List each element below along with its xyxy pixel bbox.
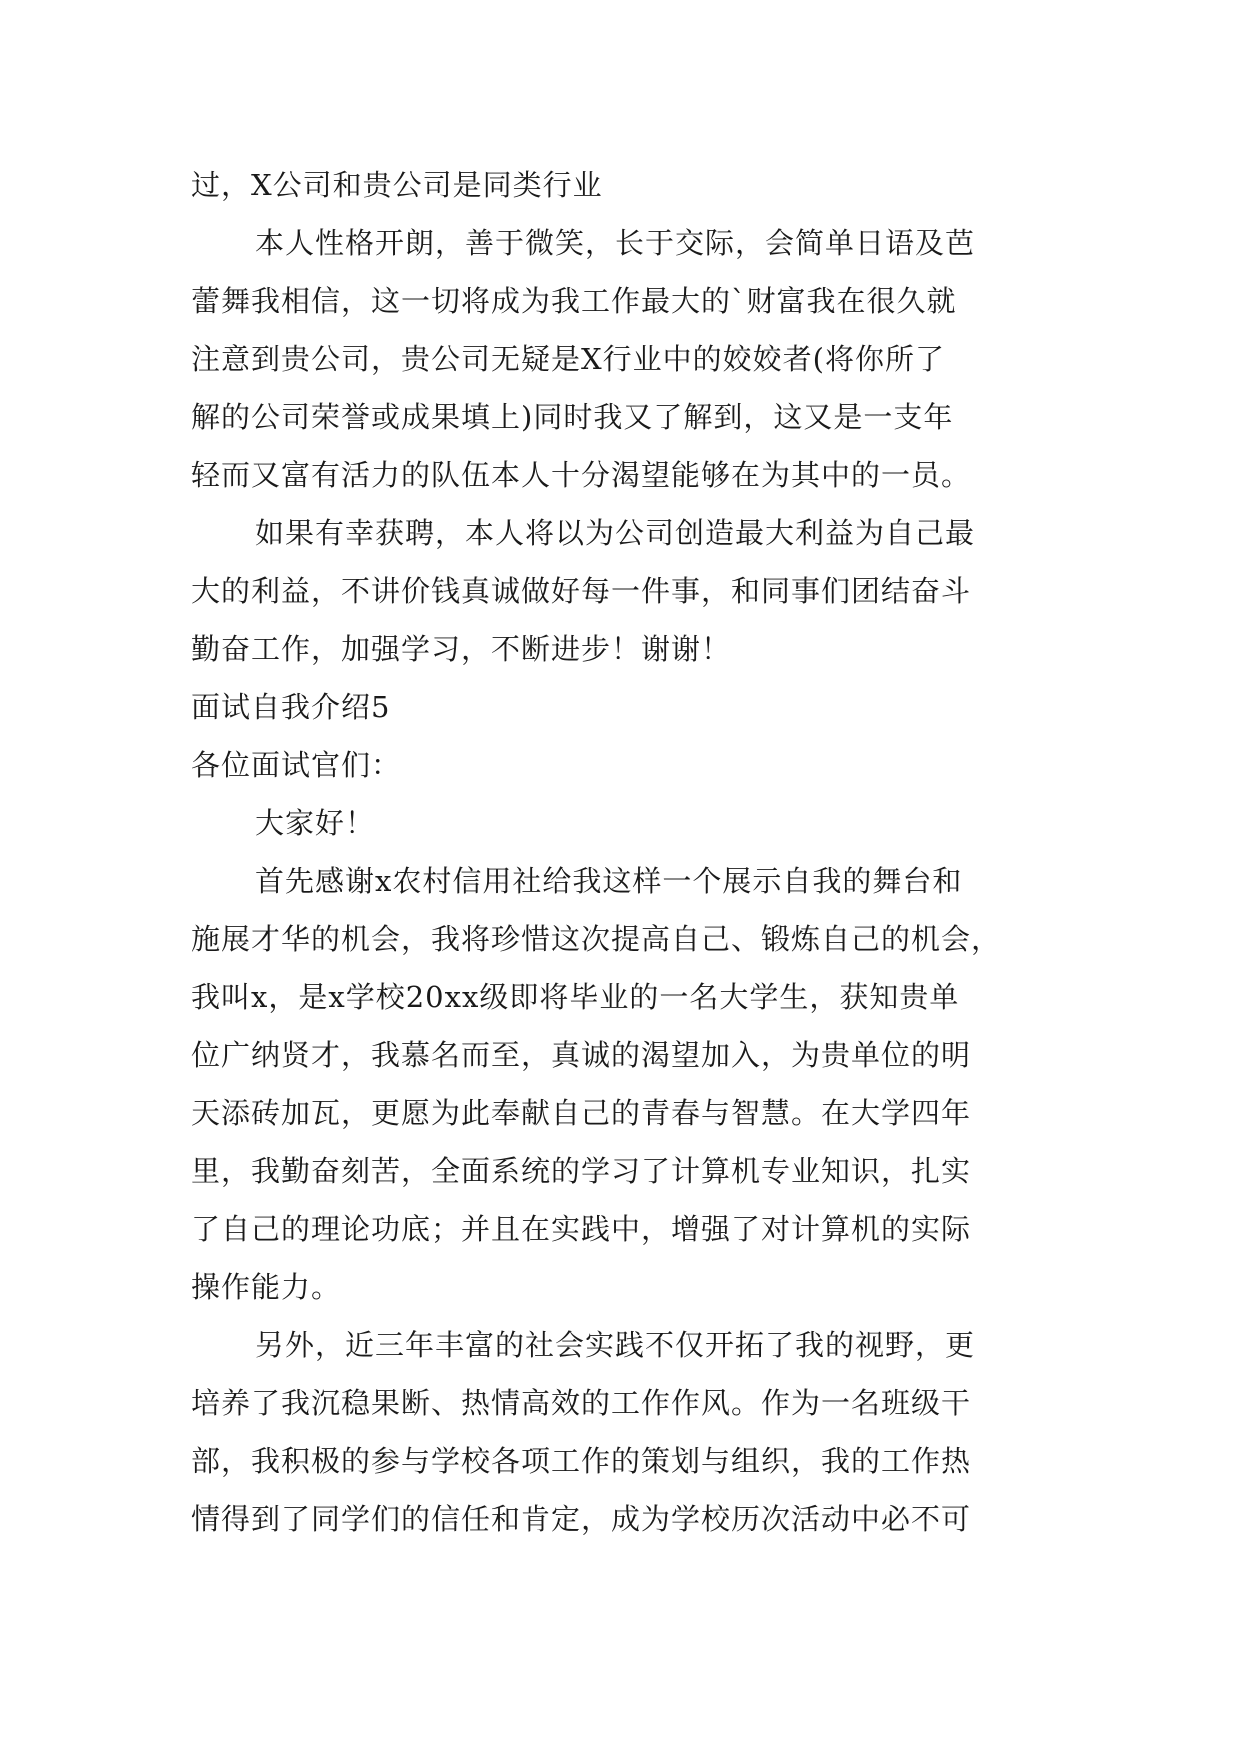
paragraph-start: 首先感谢x农村信用社给我这样一个展示自我的舞台和 — [255, 864, 963, 898]
text-line: 位广纳贤才，我慕名而至，真诚的渴望加入，为贵单位的明 — [191, 1038, 972, 1072]
text-line: 勤奋工作，加强学习，不断进步！谢谢！ — [191, 632, 732, 666]
text-line: 部，我积极的参与学校各项工作的策划与组织，我的工作热 — [191, 1444, 972, 1478]
paragraph-start: 另外，近三年丰富的社会实践不仅开拓了我的视野，更 — [255, 1328, 976, 1362]
document-body — [191, 156, 1061, 1548]
greeting: 大家好！ — [255, 806, 376, 840]
text-line: 里，我勤奋刻苦，全面系统的学习了计算机专业知识，扎实 — [191, 1154, 972, 1188]
text-line: 了自己的理论功底；并且在实践中，增强了对计算机的实际 — [191, 1212, 972, 1246]
text-line: 培养了我沉稳果断、热情高效的工作作风。作为一名班级干 — [191, 1386, 972, 1420]
salutation: 各位面试官们： — [191, 748, 402, 782]
text-line: 蕾舞我相信，这一切将成为我工作最大的`财富我在很久就 — [191, 284, 957, 318]
text-line: 大的利益，不讲价钱真诚做好每一件事，和同事们团结奋斗 — [191, 574, 972, 608]
text-line: 解的公司荣誉或成果填上)同时我又了解到，这又是一支年 — [191, 400, 954, 434]
text-line: 注意到贵公司，贵公司无疑是X行业中的姣姣者(将你所了 — [191, 342, 945, 376]
text-line: 我叫x，是x学校20xx级即将毕业的一名大学生，获知贵单 — [191, 980, 960, 1014]
text-line: 天添砖加瓦，更愿为此奉献自己的青春与智慧。在大学四年 — [191, 1096, 972, 1130]
section-title: 面试自我介绍5 — [191, 690, 391, 724]
text-line: 轻而又富有活力的队伍本人十分渴望能够在为其中的一员。 — [191, 458, 972, 492]
text-line: 情得到了同学们的信任和肯定，成为学校历次活动中必不可 — [191, 1502, 972, 1536]
paragraph-start: 本人性格开朗，善于微笑，长于交际，会简单日语及芭 — [255, 226, 976, 260]
paragraph-start: 如果有幸获聘，本人将以为公司创造最大利益为自己最 — [255, 516, 976, 550]
text-line: 过，X公司和贵公司是同类行业 — [191, 168, 603, 202]
text-line: 操作能力。 — [191, 1270, 342, 1304]
text-line: 施展才华的机会，我将珍惜这次提高自己、锻炼自己的机会， — [191, 922, 1002, 956]
